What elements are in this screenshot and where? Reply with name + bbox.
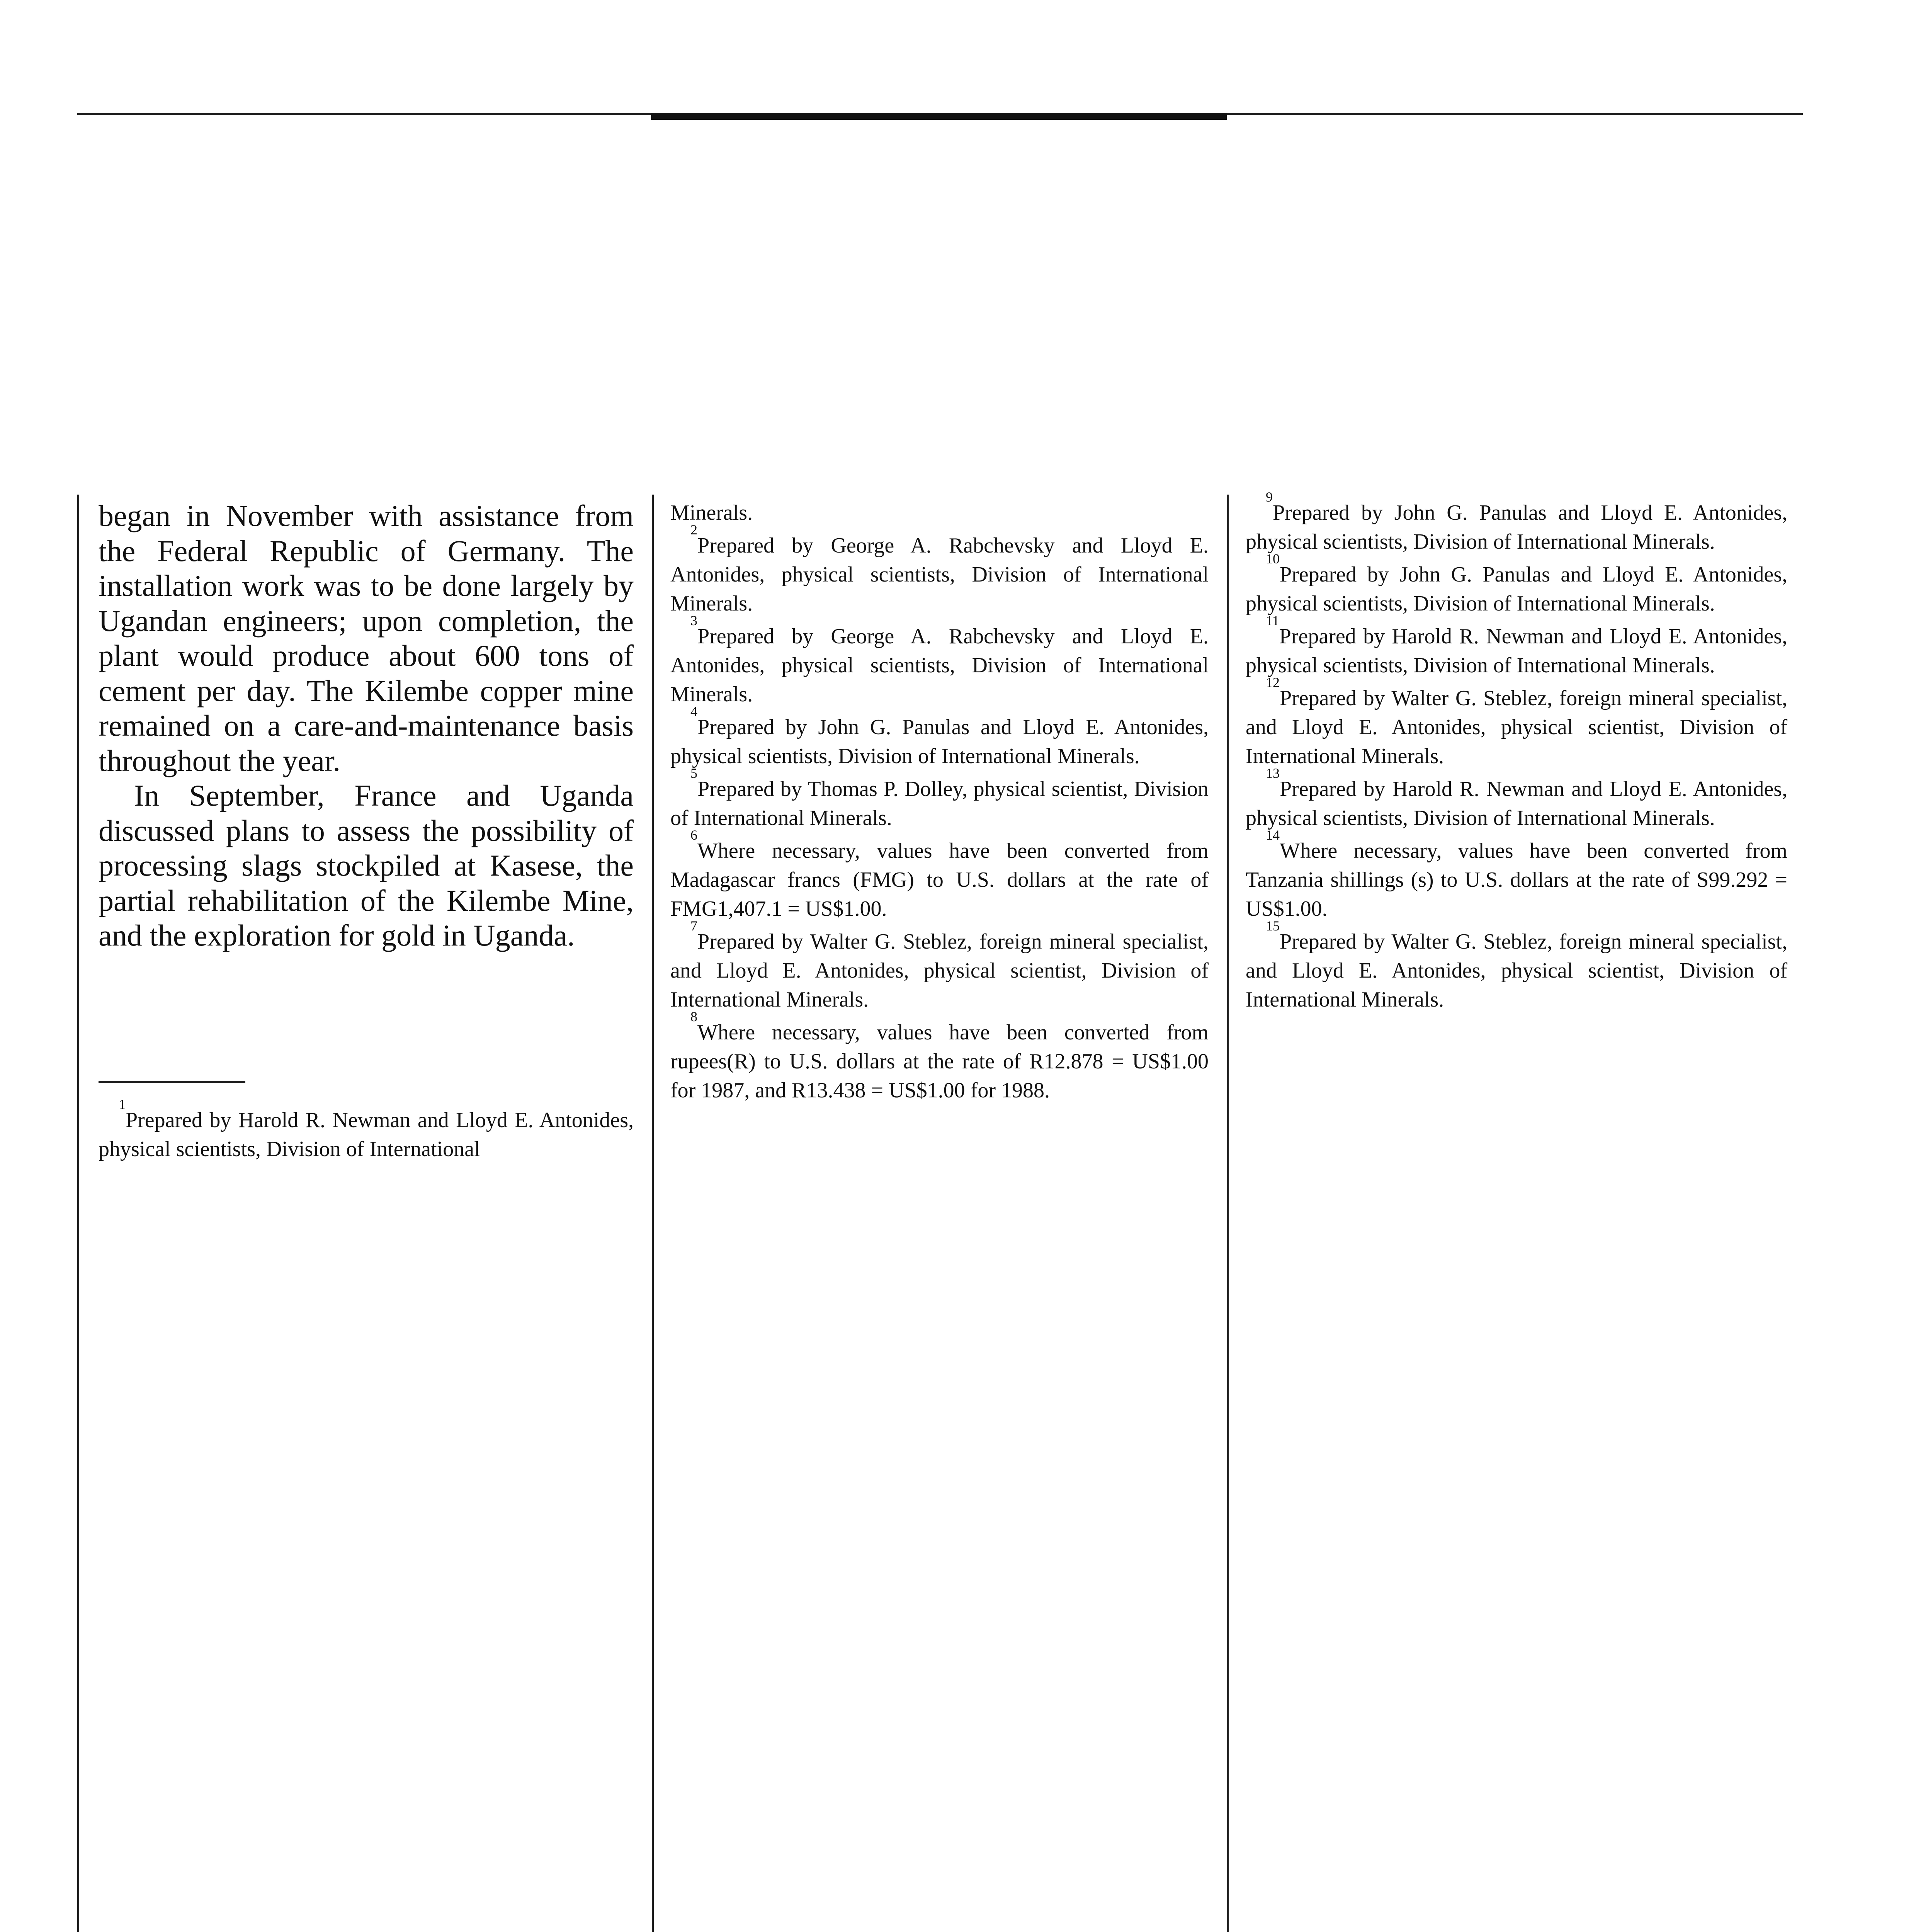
footnote-2 xyxy=(670,522,1209,618)
footnote-11 xyxy=(1246,613,1787,680)
footnote-7 xyxy=(670,918,1209,1014)
footnote-number: 11 xyxy=(1266,613,1279,628)
footnote-9 xyxy=(1246,489,1787,556)
footnote-text: Prepared by Harold R. Newman and Lloyd E. Antonides, physical scientists, Division of International xyxy=(99,1108,634,1161)
footnote-text: Prepared by Harold R. Newman and Lloyd E. Antonides, physical scientists, Division of International Minerals. xyxy=(1246,624,1787,677)
footnote-number: 10 xyxy=(1266,551,1280,566)
column-rule-left xyxy=(77,495,79,1932)
footnote-number: 5 xyxy=(690,765,697,781)
footnote-separator xyxy=(99,1081,245,1083)
footnote-text: Prepared by John G. Panulas and Lloyd E. Antonides, physical scientists, Division of International Minerals. xyxy=(670,715,1209,768)
footnote-number: 2 xyxy=(690,522,697,537)
footnote-text: Prepared by Walter G. Steblez, foreign mineral specialist, and Lloyd E. Antonides, physical scientist, Division of International Minerals. xyxy=(1246,930,1787,1012)
column-rule-middle-left xyxy=(652,495,654,1932)
footnote-4 xyxy=(670,704,1209,771)
column-1 xyxy=(99,498,634,1168)
footnote-text: Prepared by Walter G. Steblez, foreign mineral specialist, and Lloyd E. Antonides, physical scientist, Division of International Minerals. xyxy=(670,930,1209,1012)
footnote-text: Prepared by Thomas P. Dolley, physical scientist, Division of International Minerals. xyxy=(670,777,1209,830)
footnote-number: 4 xyxy=(690,704,697,719)
footnote-number: 14 xyxy=(1266,827,1280,843)
footnote-text: Prepared by John G. Panulas and Lloyd E. Antonides, physical scientists, Division of International Minerals. xyxy=(1246,563,1787,616)
footnote-1-continuation: Minerals. xyxy=(670,501,753,525)
footnote-6 xyxy=(670,827,1209,923)
footnote-number: 7 xyxy=(690,918,697,934)
body-paragraph-1: began in November with assistance from the Federal Republic of Germany. The installation work was to be done largely by Ugandan engineers; upon completion, the plant would produce about 600 tons of cement per day. The Kilembe copper mine remained on a care-and-maintenance basis throughout the year. xyxy=(99,499,634,777)
footnote-number: 1 xyxy=(119,1096,126,1112)
footnote-5 xyxy=(670,765,1209,833)
footnote-text: Prepared by George A. Rabchevsky and Lloyd E. Antonides, physical scientists, Division of International Minerals. xyxy=(670,624,1209,706)
footnote-text: Prepared by George A. Rabchevsky and Lloyd E. Antonides, physical scientists, Division of International Minerals. xyxy=(670,534,1209,616)
top-rule-accent xyxy=(651,113,1227,120)
footnote-number: 9 xyxy=(1266,489,1273,505)
footnote-text: Prepared by John G. Panulas and Lloyd E. Antonides, physical scientists, Division of International Minerals. xyxy=(1246,501,1787,554)
footnote-number: 8 xyxy=(690,1009,697,1024)
footnote-10 xyxy=(1246,551,1787,618)
footnote-13 xyxy=(1246,765,1787,833)
footnote-number: 15 xyxy=(1266,918,1280,934)
footnote-number: 6 xyxy=(690,827,697,843)
footnote-number: 12 xyxy=(1266,675,1280,690)
column-rule-middle-right xyxy=(1227,495,1229,1932)
footnote-text: Prepared by Walter G. Steblez, foreign mineral specialist, and Lloyd E. Antonides, physical scientist, Division of International Minerals. xyxy=(1246,686,1787,768)
footnote-text: Where necessary, values have been converted from Madagascar francs (FMG) to U.S. dollars at the rate of FMG1,407.1 = US$1.00. xyxy=(670,839,1209,921)
footnote-1 xyxy=(99,1096,634,1164)
footnote-text: Where necessary, values have been converted from Tanzania shillings (s) to U.S. dollars at the rate of S99.292 = US$1.00. xyxy=(1246,839,1787,921)
footnote-number: 3 xyxy=(690,613,697,628)
footnote-number: 13 xyxy=(1266,765,1280,781)
footnote-text: Where necessary, values have been converted from rupees(R) to U.S. dollars at the rate of R12.878 = US$1.00 for 1987, and R13.438 = US$1.00 for 1988. xyxy=(670,1020,1209,1102)
footnote-text: Prepared by Harold R. Newman and Lloyd E. Antonides, physical scientists, Division of International Minerals. xyxy=(1246,777,1787,830)
column-2 xyxy=(670,498,1209,1109)
footnote-3 xyxy=(670,613,1209,709)
column-3 xyxy=(1246,489,1787,1018)
footnote-15 xyxy=(1246,918,1787,1014)
footnote-12 xyxy=(1246,675,1787,771)
footnote-14 xyxy=(1246,827,1787,923)
footnote-8 xyxy=(670,1009,1209,1105)
body-paragraph-2: In September, France and Uganda discussed plans to assess the possibility of processing slags stockpiled at Kasese, the partial rehabilitation of the Kilembe Mine, and the exploration for gold in Uganda. xyxy=(99,779,634,952)
